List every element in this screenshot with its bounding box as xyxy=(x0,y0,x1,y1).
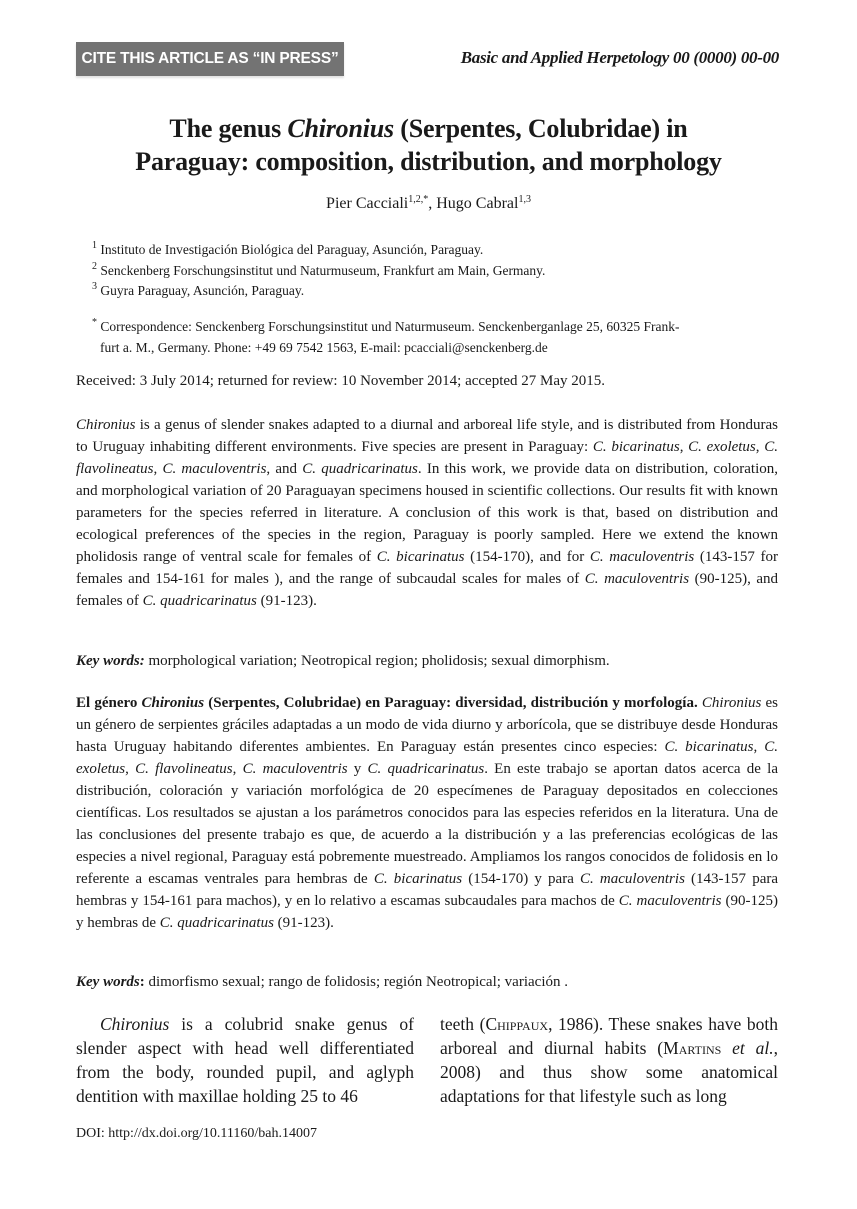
affiliation-text: Senckenberg Forschungsinstitut und Naturmuseum, Frankfurt am Main, Germany. xyxy=(100,262,546,278)
correspondence-line: Correspondence: Senckenberg Forschungsinstitut und Naturmuseum. Senckenberganlage 25, 60325 Frank- xyxy=(100,319,680,334)
keywords-spanish xyxy=(76,974,778,991)
species-name: C. maculoventris xyxy=(162,461,267,477)
species-name: C. quadricarinatus xyxy=(159,915,274,931)
author-name: Pier Cacciali xyxy=(326,195,409,212)
species-name: C. maculoventris xyxy=(589,549,695,565)
species-name: C. flavolineatus xyxy=(76,439,779,477)
abstract-text: is a genus of slender snakes adapted to a diurnal and arboreal life style, and is distributed from Honduras to Uruguay inhabiting different environments. Five species are present in Paraguay: xyxy=(76,417,778,455)
keywords-label: Key words: xyxy=(76,653,145,669)
affiliation-text: Guyra Paraguay, Asunción, Paraguay. xyxy=(100,283,305,298)
species-name: C. maculoventris xyxy=(584,571,690,587)
abstract-text: (154-170), and for xyxy=(464,549,590,565)
species-name: C. exoletus xyxy=(688,439,756,455)
separator: , xyxy=(232,761,243,777)
abstract-text: (143-157 for females and 154-161 for males ), and the range of subcaudal scales for males of xyxy=(76,549,779,587)
body-text: , 1986). These snakes have both arboreal and diurnal habits ( xyxy=(440,1014,778,1058)
body-text: teeth ( xyxy=(440,1014,486,1034)
citation-author: Martins xyxy=(663,1038,722,1058)
resumen-text: (154-170) y para xyxy=(462,871,581,887)
correspondence-line: furt a. M., Germany. Phone: +49 69 7542 1563, E-mail: pcacciali@senckenberg.de xyxy=(100,339,548,355)
cite-in-press-badge: CITE THIS ARTICLE AS “IN PRESS” xyxy=(76,42,344,76)
species-name: C. bicarinatus xyxy=(373,871,463,887)
separator: , xyxy=(153,461,163,477)
affiliation-number: 2 xyxy=(92,260,97,272)
author-name: Hugo Cabral xyxy=(436,195,519,212)
affiliation-item xyxy=(92,281,782,302)
journal-citation: Basic and Applied Herpetology 00 (0000) 00-00 xyxy=(460,48,779,67)
resumen-text: . En este trabajo se aportan datos acerca de la distribución, coloración y variación morfológica de 20 especímenes de Paraguay depositados en colecciones científicas. Los resultados se ajustan a los parámetros conocidos para las especies referidos en la literatura. Una de las conclusiones del presente trabajo es que, de acuerdo a la distribución y a las preferencias ecológicas de las especies a nivel regional, Paraguay está pobremente muestreado. Ampliamos los rangos conocidos de folidosis en lo referente a escamas ventrales para hembras de xyxy=(76,761,779,887)
resumen-title: El género xyxy=(76,695,142,711)
author-list xyxy=(0,195,857,213)
abstract-text: . In this work, we provide data on distribution, coloration, and morphological variation of 20 Paraguayan specimens housed in scientific collections. Our results fit with known parameters for the species referred in literature. A conclusion of this work is that, based on distribution and ecological preferences of the species in the region, Paraguay is poorly sampled. Here we extend the known pholidosis range of ventral scale for females of xyxy=(76,461,779,565)
keywords-text: morphological variation; Neotropical region; pholidosis; sexual dimorphism. xyxy=(144,653,610,669)
resumen-text: (90-125) y hembras de xyxy=(76,893,778,931)
received-dates: Received: 3 July 2014; returned for review: 10 November 2014; accepted 27 May 2015. xyxy=(76,373,606,389)
separator: y xyxy=(347,761,368,777)
separator: , xyxy=(755,439,765,455)
resumen-title: (Serpentes, Colubridae) en Paraguay: diversidad, distribución y morfología. xyxy=(204,695,698,711)
abstract-text: (90-125), and females of xyxy=(76,571,778,609)
author-affiliation-marks: 1,2,* xyxy=(408,194,429,205)
title-genus: Chironius xyxy=(287,114,394,143)
abstract-english xyxy=(76,414,778,612)
genus-name: Chironius xyxy=(141,695,205,711)
affiliation-number: 3 xyxy=(92,281,97,292)
species-name: C. quadricarinatus xyxy=(302,461,418,477)
author-separator: , xyxy=(428,195,437,212)
genus-name: Chironius xyxy=(100,1014,170,1034)
species-name: C. quadricarinatus xyxy=(142,593,257,609)
species-name: C. quadricarinatus xyxy=(367,761,485,777)
abstract-spanish xyxy=(76,692,778,934)
affiliation-item xyxy=(92,261,782,282)
species-name: C. bicarinatus xyxy=(664,739,754,755)
body-text: is a colubrid snake genus of slender aspect with head well differentiated from the body, rounded pupil, and aglyph dentition with maxillae holding 25 to 46 xyxy=(76,1014,414,1106)
article-title xyxy=(0,112,857,178)
body-text: , 2008) and thus show some anatomical adaptations for that lifestyle such as long xyxy=(440,1038,778,1106)
correspondence-mark: * xyxy=(92,317,97,328)
species-name: C. maculoventris xyxy=(242,761,348,777)
species-name: C. bicarinatus xyxy=(592,439,680,455)
keywords-colon: : xyxy=(139,974,145,990)
keywords-english xyxy=(76,653,778,670)
keywords-label: Key words xyxy=(76,974,140,990)
keywords-text: dimorfismo sexual; rango de folidosis; región Neotropical; variación . xyxy=(144,974,568,990)
correspondence xyxy=(92,317,782,358)
species-name: C. maculoventris xyxy=(618,893,722,909)
separator: , and xyxy=(266,461,303,477)
separator: , xyxy=(679,439,689,455)
separator: , xyxy=(125,761,136,777)
doi-link[interactable]: DOI: http://dx.doi.org/10.11160/bah.14007 xyxy=(76,1126,317,1141)
species-name: C. flavolineatus xyxy=(135,761,233,777)
title-part-2: (Serpentes, Colubridae) in xyxy=(393,114,688,143)
body-column-right xyxy=(440,1012,778,1108)
genus-name: Chironius xyxy=(76,417,136,433)
affiliation-item xyxy=(92,240,782,261)
affiliations xyxy=(92,240,782,302)
species-name: C. maculoventris xyxy=(580,871,685,887)
title-line-2: Paraguay: composition, distribution, and morphology xyxy=(135,147,722,176)
affiliation-text: Instituto de Investigación Biológica del Paraguay, Asunción, Paraguay. xyxy=(100,242,484,257)
et-al: et al. xyxy=(721,1038,774,1058)
species-name: C. bicarinatus xyxy=(376,549,465,565)
author-affiliation-marks: 1,3 xyxy=(518,194,531,205)
species-name: C. exoletus xyxy=(76,739,779,777)
resumen-text: es un género de serpientes gráciles adaptadas a un modo de vida diurno y arborícola, que se distribuye desde Honduras hasta Uruguay habitando diferentes ambientes. En Paraguay están presentes cinco especies: xyxy=(76,695,779,755)
affiliation-number: 1 xyxy=(92,240,97,251)
resumen-text: (143-157 para hembras y 154-161 para machos), y en lo relativo a escamas subcaudales para machos de xyxy=(76,871,779,909)
citation-author: Chippaux xyxy=(485,1014,549,1034)
body-column-left xyxy=(76,1012,414,1108)
abstract-text: (91-123). xyxy=(256,593,317,609)
genus-name: Chironius xyxy=(701,695,762,711)
resumen-text: (91-123). xyxy=(273,915,334,931)
title-part-1: The genus xyxy=(169,114,288,143)
separator: , xyxy=(753,739,765,755)
